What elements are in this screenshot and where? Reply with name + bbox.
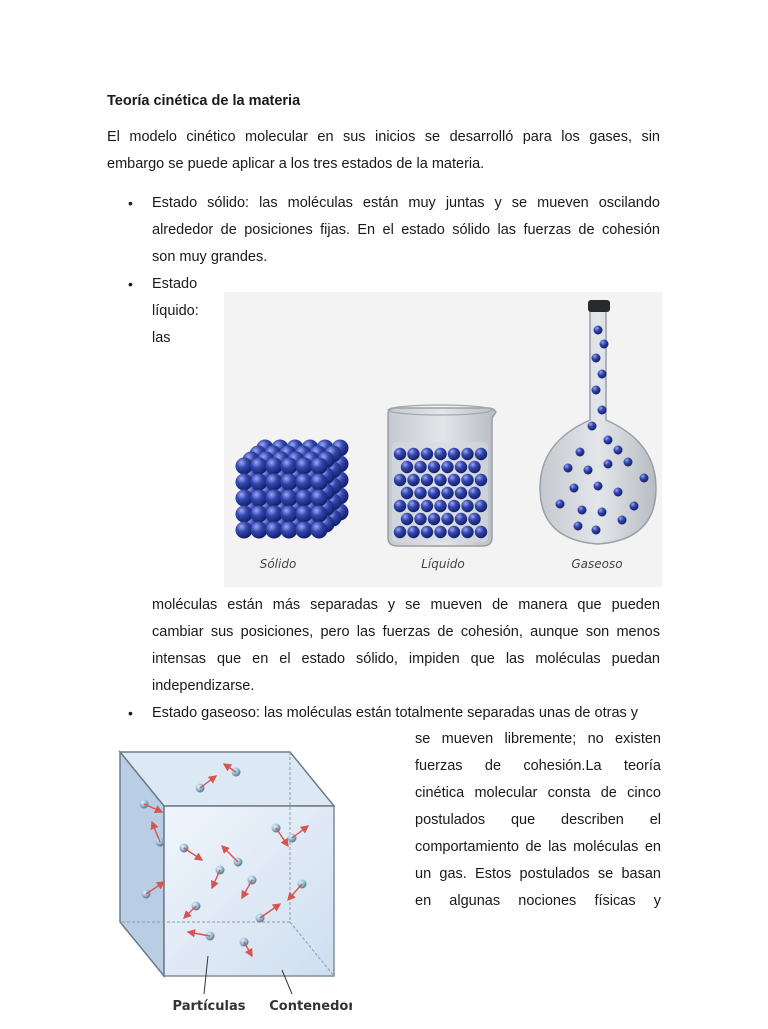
liquid-molecule bbox=[434, 526, 446, 538]
label-gas: Gaseoso bbox=[571, 557, 623, 571]
liquid-molecule bbox=[441, 461, 453, 473]
bullet-liquid: • bbox=[128, 276, 133, 292]
gas-molecule bbox=[598, 370, 607, 379]
liquid-molecule bbox=[421, 448, 433, 460]
label-particles: Partículas bbox=[172, 999, 246, 1014]
solid-molecule bbox=[296, 474, 313, 491]
bullet-gas: • bbox=[128, 705, 133, 721]
liquid-molecule bbox=[428, 513, 440, 525]
gas-wrap-6: un gas. Estos postulados se basan bbox=[415, 866, 661, 882]
liquid-word-2: líquido: bbox=[152, 303, 199, 319]
gas-wrap-4: postulados que describen el bbox=[415, 812, 661, 828]
solid-molecule bbox=[281, 458, 298, 475]
liquid-molecule bbox=[455, 461, 467, 473]
intro-line-2: embargo se puede aplicar a los tres estados de la materia. bbox=[107, 156, 485, 172]
liquid-molecule bbox=[394, 500, 406, 512]
gas-molecule bbox=[594, 482, 603, 491]
liquid-molecule bbox=[461, 474, 473, 486]
solid-molecule bbox=[251, 458, 268, 475]
liquid-molecule bbox=[407, 474, 419, 486]
liquid-molecule bbox=[448, 474, 460, 486]
bullet-solid: • bbox=[128, 195, 133, 211]
solid-molecule bbox=[236, 506, 253, 523]
solid-molecule bbox=[311, 522, 328, 539]
liquid-line-7: independizarse. bbox=[152, 678, 255, 694]
gas-molecule bbox=[578, 506, 587, 515]
gas-molecule bbox=[592, 526, 601, 535]
solid-molecule bbox=[296, 522, 313, 539]
liquid-molecule bbox=[401, 513, 413, 525]
beaker bbox=[388, 405, 496, 546]
solid-molecule bbox=[266, 458, 283, 475]
liquid-molecule bbox=[461, 448, 473, 460]
gas-molecule bbox=[598, 508, 607, 517]
liquid-molecule bbox=[468, 513, 480, 525]
solid-line-1: Estado sólido: las moléculas están muy juntas y se mueven oscilando bbox=[152, 195, 660, 211]
label-container: Contenedor bbox=[269, 999, 352, 1014]
liquid-word-1: Estado bbox=[152, 276, 198, 292]
solid-molecule bbox=[281, 490, 298, 507]
liquid-molecule bbox=[448, 448, 460, 460]
gas-molecule bbox=[556, 500, 565, 509]
label-liquid: Líquido bbox=[421, 557, 465, 571]
solid-molecule bbox=[311, 506, 328, 523]
liquid-molecule bbox=[421, 526, 433, 538]
gas-molecule bbox=[594, 326, 603, 335]
liquid-molecule bbox=[401, 487, 413, 499]
gas-molecule bbox=[574, 522, 583, 531]
liquid-molecule bbox=[475, 448, 487, 460]
gas-molecule bbox=[584, 466, 593, 475]
liquid-line-6: intensas que en el estado sólido, impiden que las moléculas puedan bbox=[152, 651, 660, 667]
liquid-molecule bbox=[448, 526, 460, 538]
liquid-molecule bbox=[414, 461, 426, 473]
liquid-word-3: las bbox=[152, 330, 171, 346]
liquid-molecule bbox=[407, 500, 419, 512]
gas-molecule bbox=[600, 340, 609, 349]
liquid-molecule bbox=[394, 474, 406, 486]
solid-molecule bbox=[281, 506, 298, 523]
liquid-molecule bbox=[441, 513, 453, 525]
solid-molecule bbox=[236, 522, 253, 539]
gas-molecule bbox=[592, 354, 601, 363]
gas-molecule bbox=[592, 386, 601, 395]
liquid-molecule bbox=[461, 526, 473, 538]
liquid-molecule bbox=[448, 500, 460, 512]
solid-molecule bbox=[266, 490, 283, 507]
liquid-molecule bbox=[421, 474, 433, 486]
solid-molecule bbox=[251, 506, 268, 523]
liquid-molecule bbox=[434, 474, 446, 486]
solid-line-2: alrededor de posiciones fijas. En el estado sólido las fuerzas de cohesión bbox=[152, 222, 660, 238]
solid-molecule bbox=[296, 458, 313, 475]
gas-molecule bbox=[618, 516, 627, 525]
solid-molecule bbox=[296, 490, 313, 507]
liquid-molecule bbox=[394, 526, 406, 538]
liquid-molecule bbox=[455, 487, 467, 499]
liquid-molecule bbox=[468, 461, 480, 473]
solid-molecule bbox=[236, 490, 253, 507]
gas-molecule bbox=[564, 464, 573, 473]
solid-molecule bbox=[236, 458, 253, 475]
liquid-molecule bbox=[475, 474, 487, 486]
solid-molecule bbox=[281, 474, 298, 491]
gas-container-figure bbox=[112, 742, 352, 1024]
liquid-molecule bbox=[455, 513, 467, 525]
liquid-molecule bbox=[468, 487, 480, 499]
liquid-molecule bbox=[428, 487, 440, 499]
solid-molecule bbox=[266, 522, 283, 539]
gas-molecule bbox=[630, 502, 639, 511]
gas-molecule bbox=[576, 448, 585, 457]
gas-molecule bbox=[570, 484, 579, 493]
liquid-line-5: cambiar sus posiciones, pero las fuerzas de cohesión, aunque son menos bbox=[152, 624, 660, 640]
liquid-molecule bbox=[434, 500, 446, 512]
solid-molecule bbox=[236, 474, 253, 491]
solid-molecule bbox=[266, 474, 283, 491]
solid-molecule bbox=[311, 490, 328, 507]
gas-molecule bbox=[624, 458, 633, 467]
solid-molecule bbox=[311, 474, 328, 491]
gas-wrap-7: en algunas nociones físicas y bbox=[415, 893, 661, 909]
liquid-molecule bbox=[475, 500, 487, 512]
gas-molecule bbox=[598, 406, 607, 415]
liquid-molecule bbox=[407, 526, 419, 538]
liquid-molecule bbox=[475, 526, 487, 538]
label-solid: Sólido bbox=[259, 557, 297, 571]
gas-wrap-5: comportamiento de las moléculas en bbox=[415, 839, 661, 855]
gas-wrap-3: cinética molecular consta de cinco bbox=[415, 785, 661, 801]
solid-molecule bbox=[281, 522, 298, 539]
solid-molecule bbox=[296, 506, 313, 523]
liquid-molecule bbox=[461, 500, 473, 512]
solid-molecule bbox=[251, 474, 268, 491]
page-title: Teoría cinética de la materia bbox=[107, 93, 301, 109]
liquid-molecule bbox=[441, 487, 453, 499]
gas-molecule bbox=[588, 422, 597, 431]
gas-line-1: Estado gaseoso: las moléculas están totalmente separadas unas de otras y bbox=[152, 705, 639, 721]
liquid-molecule bbox=[421, 500, 433, 512]
solid-molecule bbox=[251, 522, 268, 539]
flask-stopper bbox=[588, 300, 610, 312]
gas-molecule bbox=[604, 460, 613, 469]
liquid-molecule bbox=[414, 487, 426, 499]
liquid-molecule bbox=[428, 461, 440, 473]
solid-molecule bbox=[311, 458, 328, 475]
liquid-molecule bbox=[434, 448, 446, 460]
states-of-matter-figure bbox=[224, 292, 662, 587]
gas-molecule bbox=[640, 474, 649, 483]
solid-molecule bbox=[251, 490, 268, 507]
solid-line-3: son muy grandes. bbox=[152, 249, 268, 265]
gas-wrap-1: se mueven libremente; no existen bbox=[415, 731, 661, 747]
liquid-molecule bbox=[414, 513, 426, 525]
gas-molecule bbox=[604, 436, 613, 445]
gas-wrap-2: fuerzas de cohesión.La teoría bbox=[415, 758, 661, 774]
solid-molecule bbox=[266, 506, 283, 523]
liquid-line-4: moléculas están más separadas y se mueven de manera que pueden bbox=[152, 597, 660, 613]
liquid-molecule bbox=[407, 448, 419, 460]
gas-molecule bbox=[614, 446, 623, 455]
solid-cube bbox=[236, 440, 349, 539]
liquid-molecule bbox=[401, 461, 413, 473]
gas-molecule bbox=[614, 488, 623, 497]
intro-line-1: El modelo cinético molecular en sus inicios se desarrolló para los gases, sin bbox=[107, 129, 660, 145]
liquid-molecule bbox=[394, 448, 406, 460]
